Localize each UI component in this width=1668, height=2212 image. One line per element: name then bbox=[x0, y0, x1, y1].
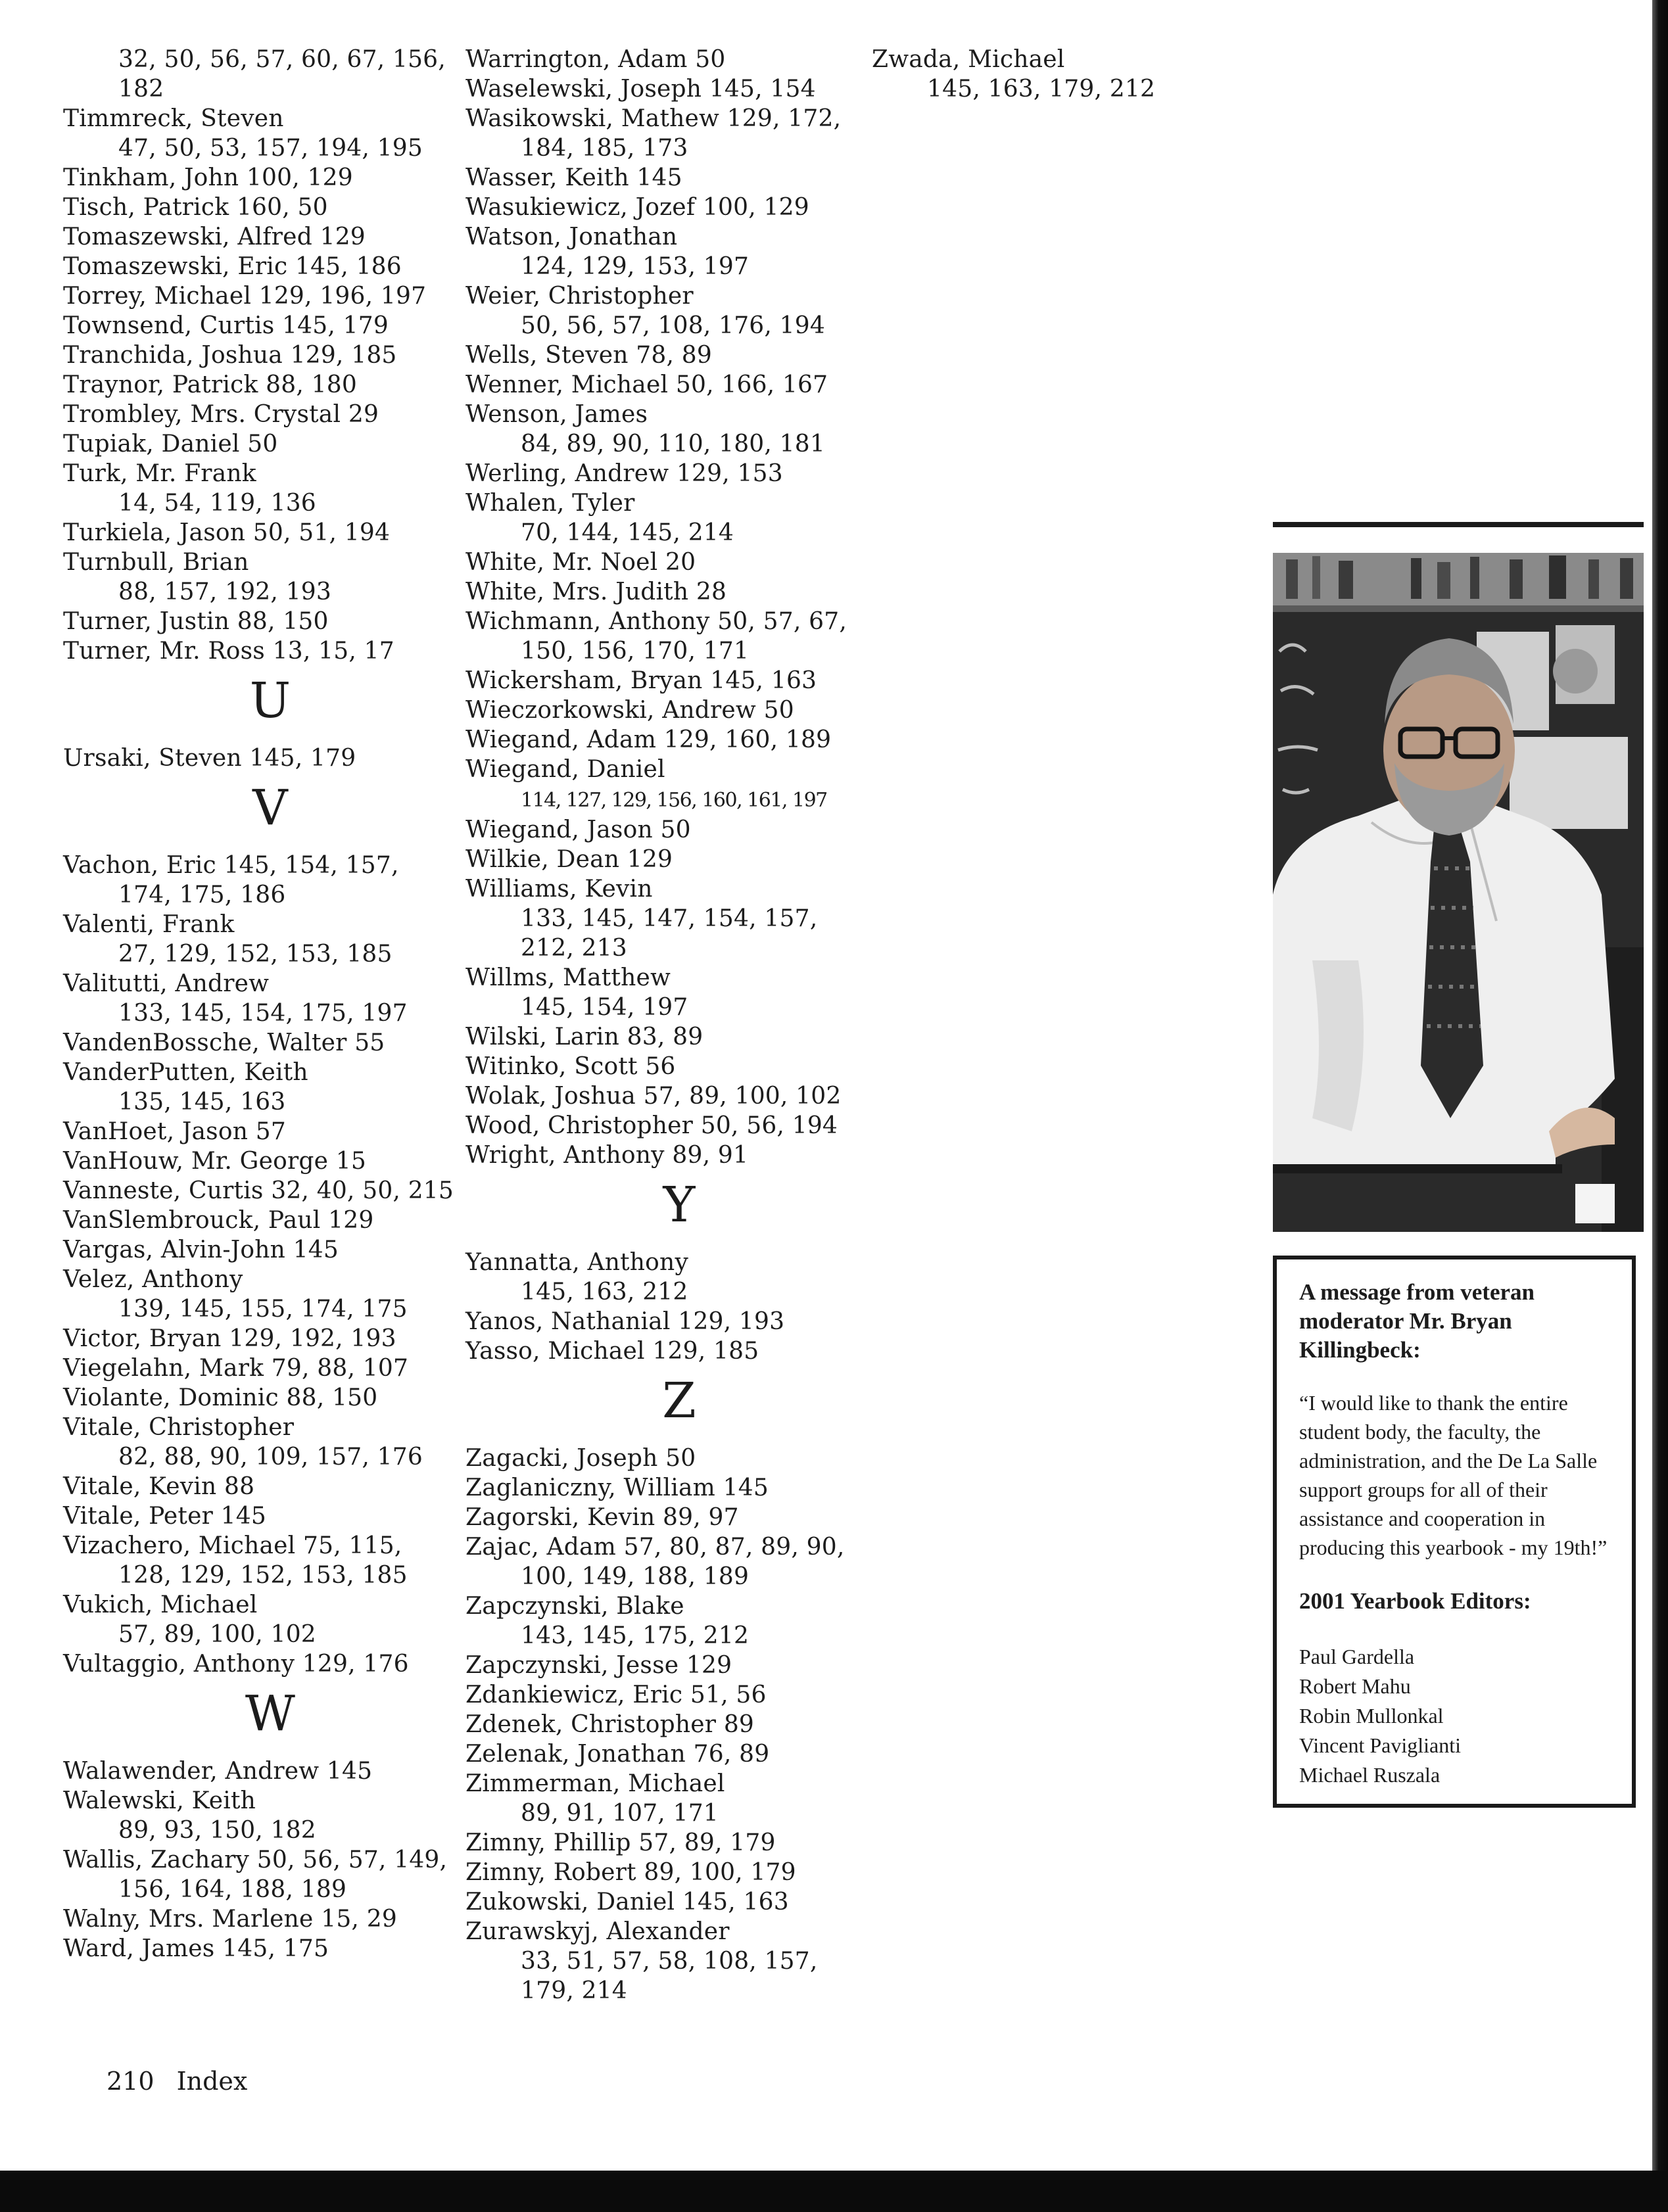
index-entry bbox=[63, 1531, 458, 1590]
index-entry-name: Townsend, Curtis bbox=[63, 312, 275, 339]
index-entry bbox=[63, 1786, 458, 1845]
index-entry-pages: 50, 166, 167 bbox=[675, 371, 828, 398]
index-entry-pages: 100, 129 bbox=[702, 194, 809, 221]
index-entry-name: Traynor, Patrick bbox=[63, 371, 258, 398]
index-entry-name: VanHouw, Mr. George bbox=[63, 1148, 329, 1175]
index-entry-pages: 145, 163, 212 bbox=[521, 1279, 688, 1306]
index-entry-name: Wiegand, Adam bbox=[465, 726, 657, 753]
index-entry bbox=[465, 45, 873, 74]
index-entry-name: Walewski, Keith bbox=[63, 1787, 256, 1814]
index-entry-pages: 89, 97 bbox=[663, 1504, 739, 1531]
index-entry-name: Wieczorkowski, Andrew bbox=[465, 697, 756, 724]
index-entry bbox=[465, 666, 873, 695]
index-entry-name: White, Mrs. Judith bbox=[465, 578, 689, 605]
index-entry bbox=[63, 1206, 458, 1235]
index-entry-name: Tomaszewski, Eric bbox=[63, 253, 288, 280]
index-entry-pages: 89, 93, 150, 182 bbox=[118, 1817, 316, 1844]
index-entry-pages: 145, 186 bbox=[295, 253, 402, 280]
index-entry-pages: 89 bbox=[723, 1711, 755, 1738]
index-entry-name: Violante, Dominic bbox=[63, 1384, 279, 1411]
index-entry-name: Torrey, Michael bbox=[63, 283, 252, 310]
index-entry bbox=[63, 1649, 458, 1679]
index-entry-name: Vachon, Eric bbox=[63, 852, 216, 879]
index-entry bbox=[465, 104, 873, 163]
index-entry-pages: 56 bbox=[645, 1053, 676, 1080]
index-entry bbox=[465, 1710, 873, 1739]
index-entry-pages: 129 bbox=[627, 846, 673, 873]
index-entry-pages: 145, 179 bbox=[249, 745, 356, 772]
index-entry-pages: 50 bbox=[665, 1445, 696, 1472]
index-entry-name: Wasukiewicz, Jozef bbox=[465, 194, 696, 221]
index-entry bbox=[465, 74, 873, 104]
index-entry-pages: 129 bbox=[686, 1652, 732, 1679]
index-entry-name: Zapczynski, Blake bbox=[465, 1593, 684, 1620]
index-entry-pages: 145 bbox=[220, 1503, 266, 1530]
index-letter-heading: Y bbox=[663, 1177, 696, 1233]
index-entry-pages: 83, 89 bbox=[627, 1024, 703, 1050]
index-entry-pages: 145, 163 bbox=[682, 1889, 789, 1916]
index-entry-name: Valenti, Frank bbox=[63, 911, 235, 938]
index-entry bbox=[465, 1532, 873, 1591]
editors-title: 2001 Yearbook Editors: bbox=[1299, 1588, 1531, 1614]
index-entry bbox=[465, 1828, 873, 1858]
index-entry-name: Zelenak, Jonathan bbox=[465, 1741, 686, 1768]
index-entry bbox=[63, 1934, 458, 1964]
index-entry-pages: 50 bbox=[247, 431, 278, 458]
index-entry-pages: 129, 160, 189 bbox=[663, 726, 832, 753]
index-entry-name: Zukowski, Daniel bbox=[465, 1889, 675, 1916]
index-entry-name: Victor, Bryan bbox=[63, 1325, 222, 1352]
index-entry bbox=[63, 400, 458, 429]
index-entry bbox=[63, 607, 458, 636]
index-entry bbox=[465, 370, 873, 400]
index-entry-name: Zaglaniczny, William bbox=[465, 1474, 715, 1501]
index-entry bbox=[63, 1845, 458, 1904]
index-column-2 bbox=[465, 45, 873, 2006]
editor-name: Robert Mahu bbox=[1299, 1674, 1411, 1698]
index-entry-name: Wells, Steven bbox=[465, 342, 629, 369]
index-entry-name: Trombley, Mrs. Crystal bbox=[63, 401, 341, 428]
index-entry-name: Timmreck, Steven bbox=[63, 105, 284, 132]
index-entry-pages: 55 bbox=[354, 1029, 385, 1056]
index-entry bbox=[465, 1473, 873, 1503]
index-entry-pages: 51, 56 bbox=[690, 1682, 767, 1708]
index-entry-pages: 129, 196, 197 bbox=[258, 283, 427, 310]
index-entry-pages: 88, 150 bbox=[286, 1384, 378, 1411]
index-entry-pages: 89, 91 bbox=[672, 1142, 749, 1169]
index-entry bbox=[63, 429, 458, 459]
message-title: A message from veteran moderator Mr. Bryan Killingbeck: bbox=[1299, 1279, 1535, 1363]
index-entry-pages: 88, 157, 192, 193 bbox=[118, 578, 332, 605]
index-entry bbox=[63, 1590, 458, 1649]
teacher-portrait-photo bbox=[1273, 553, 1644, 1232]
index-entry bbox=[63, 1472, 458, 1501]
index-entry-pages: 129, 176 bbox=[302, 1651, 409, 1678]
index-entry-pages: 57, 80, 87, 89, 90, 100, 149, 188, 189 bbox=[521, 1534, 853, 1590]
index-column-1 bbox=[63, 45, 458, 1964]
index-entry-pages: 145, 175 bbox=[222, 1935, 329, 1962]
index-entry-pages: 57 bbox=[255, 1118, 286, 1145]
index-entry bbox=[63, 743, 458, 773]
index-entry-name: Wasikowski, Mathew bbox=[465, 105, 720, 132]
index-entry-name: Turnbull, Brian bbox=[63, 549, 249, 576]
index-entry bbox=[465, 1111, 873, 1141]
index-entry-pages: 129 bbox=[320, 224, 366, 250]
index-entry bbox=[63, 1756, 458, 1786]
index-entry-pages: 129 bbox=[328, 1207, 374, 1234]
message-body: “I would like to thank the entire student body, the faculty, the administration, and the De La Salle support groups for all of their assistance and cooperation in producing this yearbook - my 19th!” bbox=[1299, 1391, 1608, 1559]
index-entry-pages: 70, 144, 145, 214 bbox=[521, 519, 734, 546]
index-entry-pages: 15, 29 bbox=[321, 1906, 397, 1933]
section-name: Index bbox=[176, 2067, 248, 2096]
index-entry-pages: 32, 50, 56, 57, 60, 67, 156, 182 bbox=[118, 46, 454, 103]
index-entry-pages: 129, 185 bbox=[652, 1338, 759, 1365]
index-entry-name: Zimny, Phillip bbox=[465, 1829, 631, 1856]
index-entry bbox=[63, 548, 458, 607]
sidebar-top-rule bbox=[1273, 522, 1644, 527]
index-entry bbox=[63, 252, 458, 281]
index-entry-pages: 75, 115, 128, 129, 152, 153, 185 bbox=[118, 1532, 410, 1589]
editor-name: Michael Ruszala bbox=[1299, 1763, 1441, 1787]
index-entry bbox=[63, 1117, 458, 1146]
index-entry-pages: 145 bbox=[293, 1236, 339, 1263]
index-entry-name: Wilski, Larin bbox=[465, 1024, 619, 1050]
index-entry-pages: 129, 193 bbox=[678, 1308, 785, 1335]
index-entry bbox=[465, 1739, 873, 1769]
index-entry bbox=[465, 548, 873, 577]
index-entry-pages: 145, 154 bbox=[709, 76, 816, 103]
index-entry-pages: 50, 56, 57, 149, 156, 164, 188, 189 bbox=[118, 1847, 455, 1903]
index-entry-name: Warrington, Adam bbox=[465, 46, 688, 73]
page-folio bbox=[107, 2067, 247, 2096]
index-entry-name: Walny, Mrs. Marlene bbox=[63, 1906, 314, 1933]
index-entry-pages: 139, 145, 155, 174, 175 bbox=[118, 1296, 408, 1323]
index-entry-pages: 129, 153 bbox=[676, 460, 783, 487]
index-entry bbox=[465, 1052, 873, 1081]
index-column-3 bbox=[872, 45, 1240, 104]
index-entry-pages: 15 bbox=[335, 1148, 366, 1175]
index-entry bbox=[465, 1444, 873, 1473]
index-entry-pages: 50, 56, 57, 108, 176, 194 bbox=[521, 312, 825, 339]
index-entry-name: Vitale, Peter bbox=[63, 1503, 214, 1530]
index-entry bbox=[465, 1651, 873, 1680]
index-entry bbox=[465, 1248, 873, 1307]
index-entry-pages: 89, 91, 107, 171 bbox=[521, 1800, 719, 1827]
index-letter-heading: V bbox=[252, 780, 288, 836]
index-entry-name: Zagorski, Kevin bbox=[465, 1504, 655, 1531]
index-entry-pages: 14, 54, 119, 136 bbox=[118, 490, 316, 517]
index-entry-pages: 145, 163, 179, 212 bbox=[927, 76, 1156, 103]
index-entry-name: Zagacki, Joseph bbox=[465, 1445, 658, 1472]
index-entry-pages: 76, 89 bbox=[693, 1741, 770, 1768]
index-entry-name: Williams, Kevin bbox=[465, 876, 653, 903]
index-entry-pages: 50 bbox=[763, 697, 794, 724]
index-entry bbox=[63, 969, 458, 1028]
index-entry-pages: 145, 163 bbox=[710, 667, 817, 694]
index-entry bbox=[465, 163, 873, 193]
index-entry bbox=[63, 1235, 458, 1265]
index-entry-pages: 84, 89, 90, 110, 180, 181 bbox=[521, 431, 825, 458]
editor-name: Paul Gardella bbox=[1299, 1645, 1415, 1668]
index-entry-name: Zajac, Adam bbox=[465, 1534, 616, 1561]
editor-name: Robin Mullonkal bbox=[1299, 1704, 1444, 1728]
index-entry-name: Zimmerman, Michael bbox=[465, 1770, 725, 1797]
index-entry-name: Zdankiewicz, Eric bbox=[465, 1682, 683, 1708]
index-entry-name: Willms, Matthew bbox=[465, 964, 671, 991]
index-entry-name: VanHoet, Jason bbox=[63, 1118, 249, 1145]
index-entry bbox=[63, 459, 458, 518]
index-entry-pages: 57, 89, 179 bbox=[638, 1829, 776, 1856]
index-entry bbox=[63, 104, 458, 163]
index-entry-pages: 88 bbox=[224, 1473, 255, 1500]
index-entry-name: Wenson, James bbox=[465, 401, 648, 428]
index-entry-name: Zdenek, Christopher bbox=[465, 1711, 717, 1738]
index-entry-name: Tisch, Patrick bbox=[63, 194, 229, 221]
index-entry-name: Vitale, Kevin bbox=[63, 1473, 217, 1500]
index-entry bbox=[465, 1858, 873, 1887]
index-entry bbox=[465, 281, 873, 341]
index-entry bbox=[465, 488, 873, 548]
page-number: 210 bbox=[107, 2067, 155, 2096]
index-entry-name: Wilkie, Dean bbox=[465, 846, 620, 873]
index-entry bbox=[63, 851, 458, 910]
index-entry bbox=[63, 1501, 458, 1531]
index-entry-pages: 27, 129, 152, 153, 185 bbox=[118, 941, 393, 968]
index-entry-name: Ward, James bbox=[63, 1935, 215, 1962]
portrait-illustration bbox=[1273, 553, 1644, 1232]
index-entry-name: Yasso, Michael bbox=[465, 1338, 645, 1365]
index-entry bbox=[63, 636, 458, 666]
index-entry-pages: 88, 180 bbox=[266, 371, 357, 398]
index-entry-pages: 133, 145, 154, 175, 197 bbox=[118, 1000, 408, 1027]
index-entry-name: Turkiela, Jason bbox=[63, 519, 246, 546]
index-entry-pages: 29 bbox=[348, 401, 379, 428]
index-entry bbox=[63, 341, 458, 370]
index-entry-pages: 124, 129, 153, 197 bbox=[521, 253, 750, 280]
index-entry bbox=[465, 459, 873, 488]
editor-name: Vincent Paviglianti bbox=[1299, 1733, 1462, 1757]
index-entry-pages: 32, 40, 50, 215 bbox=[271, 1177, 454, 1204]
index-entry-pages: 79, 88, 107 bbox=[271, 1355, 409, 1382]
index-entry-name: VanSlembrouck, Paul bbox=[63, 1207, 321, 1234]
index-entry-pages: 145 bbox=[636, 164, 682, 191]
index-entry-pages: 145, 154, 197 bbox=[521, 994, 688, 1021]
index-entry-pages: 50, 51, 194 bbox=[252, 519, 391, 546]
index-entry bbox=[63, 311, 458, 341]
index-entry-name: Vultaggio, Anthony bbox=[63, 1651, 295, 1678]
index-entry bbox=[63, 222, 458, 252]
index-entry-pages: 135, 145, 163 bbox=[118, 1089, 286, 1116]
index-entry bbox=[63, 1058, 458, 1117]
index-entry-name: Tinkham, John bbox=[63, 164, 239, 191]
index-entry bbox=[465, 1307, 873, 1336]
index-entry bbox=[63, 1413, 458, 1472]
index-entry bbox=[63, 1383, 458, 1413]
index-entry bbox=[465, 963, 873, 1022]
index-entry-name: Tranchida, Joshua bbox=[63, 342, 283, 369]
index-entry bbox=[465, 695, 873, 725]
index-entry-name: Wickersham, Bryan bbox=[465, 667, 703, 694]
index-entry-name: Velez, Anthony bbox=[63, 1266, 243, 1293]
index-entry-name: Valitutti, Andrew bbox=[63, 970, 270, 997]
index-entry bbox=[465, 193, 873, 222]
index-entry-pages: 20 bbox=[665, 549, 696, 576]
index-entry bbox=[465, 400, 873, 459]
index-entry-name: Wood, Christopher bbox=[465, 1112, 694, 1139]
index-entry-name: Ursaki, Steven bbox=[63, 745, 242, 772]
index-letter-heading: Z bbox=[662, 1373, 696, 1429]
index-entry-name: Turner, Mr. Ross bbox=[63, 638, 265, 665]
index-entry-continuation bbox=[63, 45, 458, 104]
index-entry-name: Wasser, Keith bbox=[465, 164, 629, 191]
index-entry-name: Wiegand, Jason bbox=[465, 816, 653, 843]
index-entry bbox=[465, 1591, 873, 1651]
index-entry bbox=[465, 755, 873, 815]
index-entry-name: Tomaszewski, Alfred bbox=[63, 224, 312, 250]
index-entry bbox=[465, 1917, 873, 2006]
index-entry-name: Zimny, Robert bbox=[465, 1859, 636, 1886]
index-entry bbox=[63, 1028, 458, 1058]
index-entry bbox=[465, 815, 873, 845]
index-entry-name: Yanos, Nathanial bbox=[465, 1308, 671, 1335]
index-entry-name: Werling, Andrew bbox=[465, 460, 669, 487]
index-entry bbox=[465, 607, 873, 666]
index-entry bbox=[63, 163, 458, 193]
index-entry bbox=[872, 45, 1240, 104]
index-entry bbox=[63, 1146, 458, 1176]
moderator-message-box bbox=[1273, 1256, 1636, 1808]
index-entry-pages: 28 bbox=[696, 578, 727, 605]
index-letter-heading: W bbox=[245, 1685, 296, 1742]
index-entry-name: Vukich, Michael bbox=[63, 1591, 258, 1618]
index-entry-name: Wolak, Joshua bbox=[465, 1083, 636, 1110]
index-entry bbox=[63, 193, 458, 222]
index-entry-name: Vizachero, Michael bbox=[63, 1532, 296, 1559]
index-entry bbox=[465, 725, 873, 755]
index-entry-name: Walawender, Andrew bbox=[63, 1758, 320, 1785]
index-entry bbox=[465, 874, 873, 963]
index-entry bbox=[465, 1081, 873, 1111]
index-entry-name: White, Mr. Noel bbox=[465, 549, 658, 576]
index-entry-name: VanderPutten, Keith bbox=[63, 1059, 308, 1086]
index-entry bbox=[465, 341, 873, 370]
index-entry-name: Vargas, Alvin-John bbox=[63, 1236, 286, 1263]
index-entry bbox=[465, 222, 873, 281]
index-entry-pages: 50, 56, 194 bbox=[700, 1112, 838, 1139]
index-entry bbox=[465, 1769, 873, 1828]
index-entry bbox=[465, 1141, 873, 1170]
index-entry-name: Zwada, Michael bbox=[872, 46, 1065, 73]
index-entry bbox=[465, 1022, 873, 1052]
index-entry bbox=[63, 910, 458, 969]
index-entry bbox=[63, 1324, 458, 1353]
index-entry-pages: 133, 145, 147, 154, 157, 212, 213 bbox=[521, 905, 826, 962]
index-entry bbox=[63, 1353, 458, 1383]
index-entry-name: Wallis, Zachary bbox=[63, 1847, 250, 1873]
index-entry-pages: 89, 100, 179 bbox=[644, 1859, 796, 1886]
index-entry-pages: 82, 88, 90, 109, 157, 176 bbox=[118, 1444, 423, 1471]
editors-list bbox=[1299, 1642, 1613, 1790]
index-entry-pages: 50 bbox=[695, 46, 726, 73]
index-entry bbox=[63, 1265, 458, 1324]
index-entry-pages: 145, 154, 157, 174, 175, 186 bbox=[118, 852, 407, 908]
index-entry-pages: 100, 129 bbox=[246, 164, 353, 191]
index-entry-pages: 143, 145, 175, 212 bbox=[521, 1622, 750, 1649]
index-entry bbox=[465, 845, 873, 874]
index-entry-name: Wright, Anthony bbox=[465, 1142, 665, 1169]
index-entry-pages: 145 bbox=[326, 1758, 373, 1785]
index-entry bbox=[465, 1887, 873, 1917]
index-entry-name: Turner, Justin bbox=[63, 608, 230, 635]
index-entry-name: Zurawskyj, Alexander bbox=[465, 1918, 730, 1945]
index-entry-name: Weier, Christopher bbox=[465, 283, 694, 310]
index-entry-pages: 129, 192, 193 bbox=[229, 1325, 396, 1352]
index-entry-pages: 114, 127, 129, 156, 160, 161, 197 bbox=[521, 789, 827, 812]
index-entry bbox=[63, 370, 458, 400]
index-entry-name: Watson, Jonathan bbox=[465, 224, 678, 250]
index-entry-pages: 57, 89, 100, 102 bbox=[118, 1621, 316, 1648]
page-edge-shadow bbox=[1652, 0, 1668, 2212]
index-entry-name: Viegelahn, Mark bbox=[63, 1355, 264, 1382]
index-entry-pages: 88, 150 bbox=[237, 608, 329, 635]
index-entry-pages: 33, 51, 57, 58, 108, 157, 179, 214 bbox=[521, 1948, 826, 2004]
index-entry-name: Waselewski, Joseph bbox=[465, 76, 702, 103]
index-entry-pages: 57, 89, 100, 102 bbox=[643, 1083, 842, 1110]
index-entry-name: Wichmann, Anthony bbox=[465, 608, 710, 635]
index-entry-name: Turk, Mr. Frank bbox=[63, 460, 256, 487]
index-entry-pages: 129, 172, 184, 185, 173 bbox=[521, 105, 849, 162]
index-entry bbox=[465, 1680, 873, 1710]
index-entry-name: Tupiak, Daniel bbox=[63, 431, 240, 458]
index-entry bbox=[465, 577, 873, 607]
index-entry-pages: 160, 50 bbox=[236, 194, 328, 221]
index-entry bbox=[465, 1503, 873, 1532]
index-entry bbox=[63, 1904, 458, 1934]
index-entry-pages: 145, 179 bbox=[282, 312, 389, 339]
index-entry-name: Yannatta, Anthony bbox=[465, 1249, 688, 1276]
index-letter-heading: U bbox=[249, 672, 291, 729]
index-entry-name: Zapczynski, Jesse bbox=[465, 1652, 679, 1679]
index-entry-pages: 145 bbox=[723, 1474, 769, 1501]
index-entry bbox=[63, 518, 458, 548]
index-entry-pages: 47, 50, 53, 157, 194, 195 bbox=[118, 135, 423, 162]
index-entry bbox=[63, 281, 458, 311]
index-entry-name: Vanneste, Curtis bbox=[63, 1177, 264, 1204]
index-entry-name: Wenner, Michael bbox=[465, 371, 669, 398]
index-entry-name: Wiegand, Daniel bbox=[465, 756, 665, 783]
index-entry bbox=[465, 1336, 873, 1366]
index-entry-pages: 129, 185 bbox=[290, 342, 397, 369]
index-entry-pages: 13, 15, 17 bbox=[272, 638, 394, 665]
index-entry-name: Witinko, Scott bbox=[465, 1053, 638, 1080]
scan-bottom-band bbox=[0, 2171, 1668, 2212]
index-entry bbox=[63, 1176, 458, 1206]
index-entry-name: Whalen, Tyler bbox=[465, 490, 635, 517]
index-entry-name: VandenBossche, Walter bbox=[63, 1029, 347, 1056]
index-entry-name: Vitale, Christopher bbox=[63, 1414, 295, 1441]
index-entry-pages: 50, 57, 67, 150, 156, 170, 171 bbox=[521, 608, 855, 665]
index-entry-pages: 78, 89 bbox=[636, 342, 712, 369]
index-entry-pages: 50 bbox=[660, 816, 691, 843]
